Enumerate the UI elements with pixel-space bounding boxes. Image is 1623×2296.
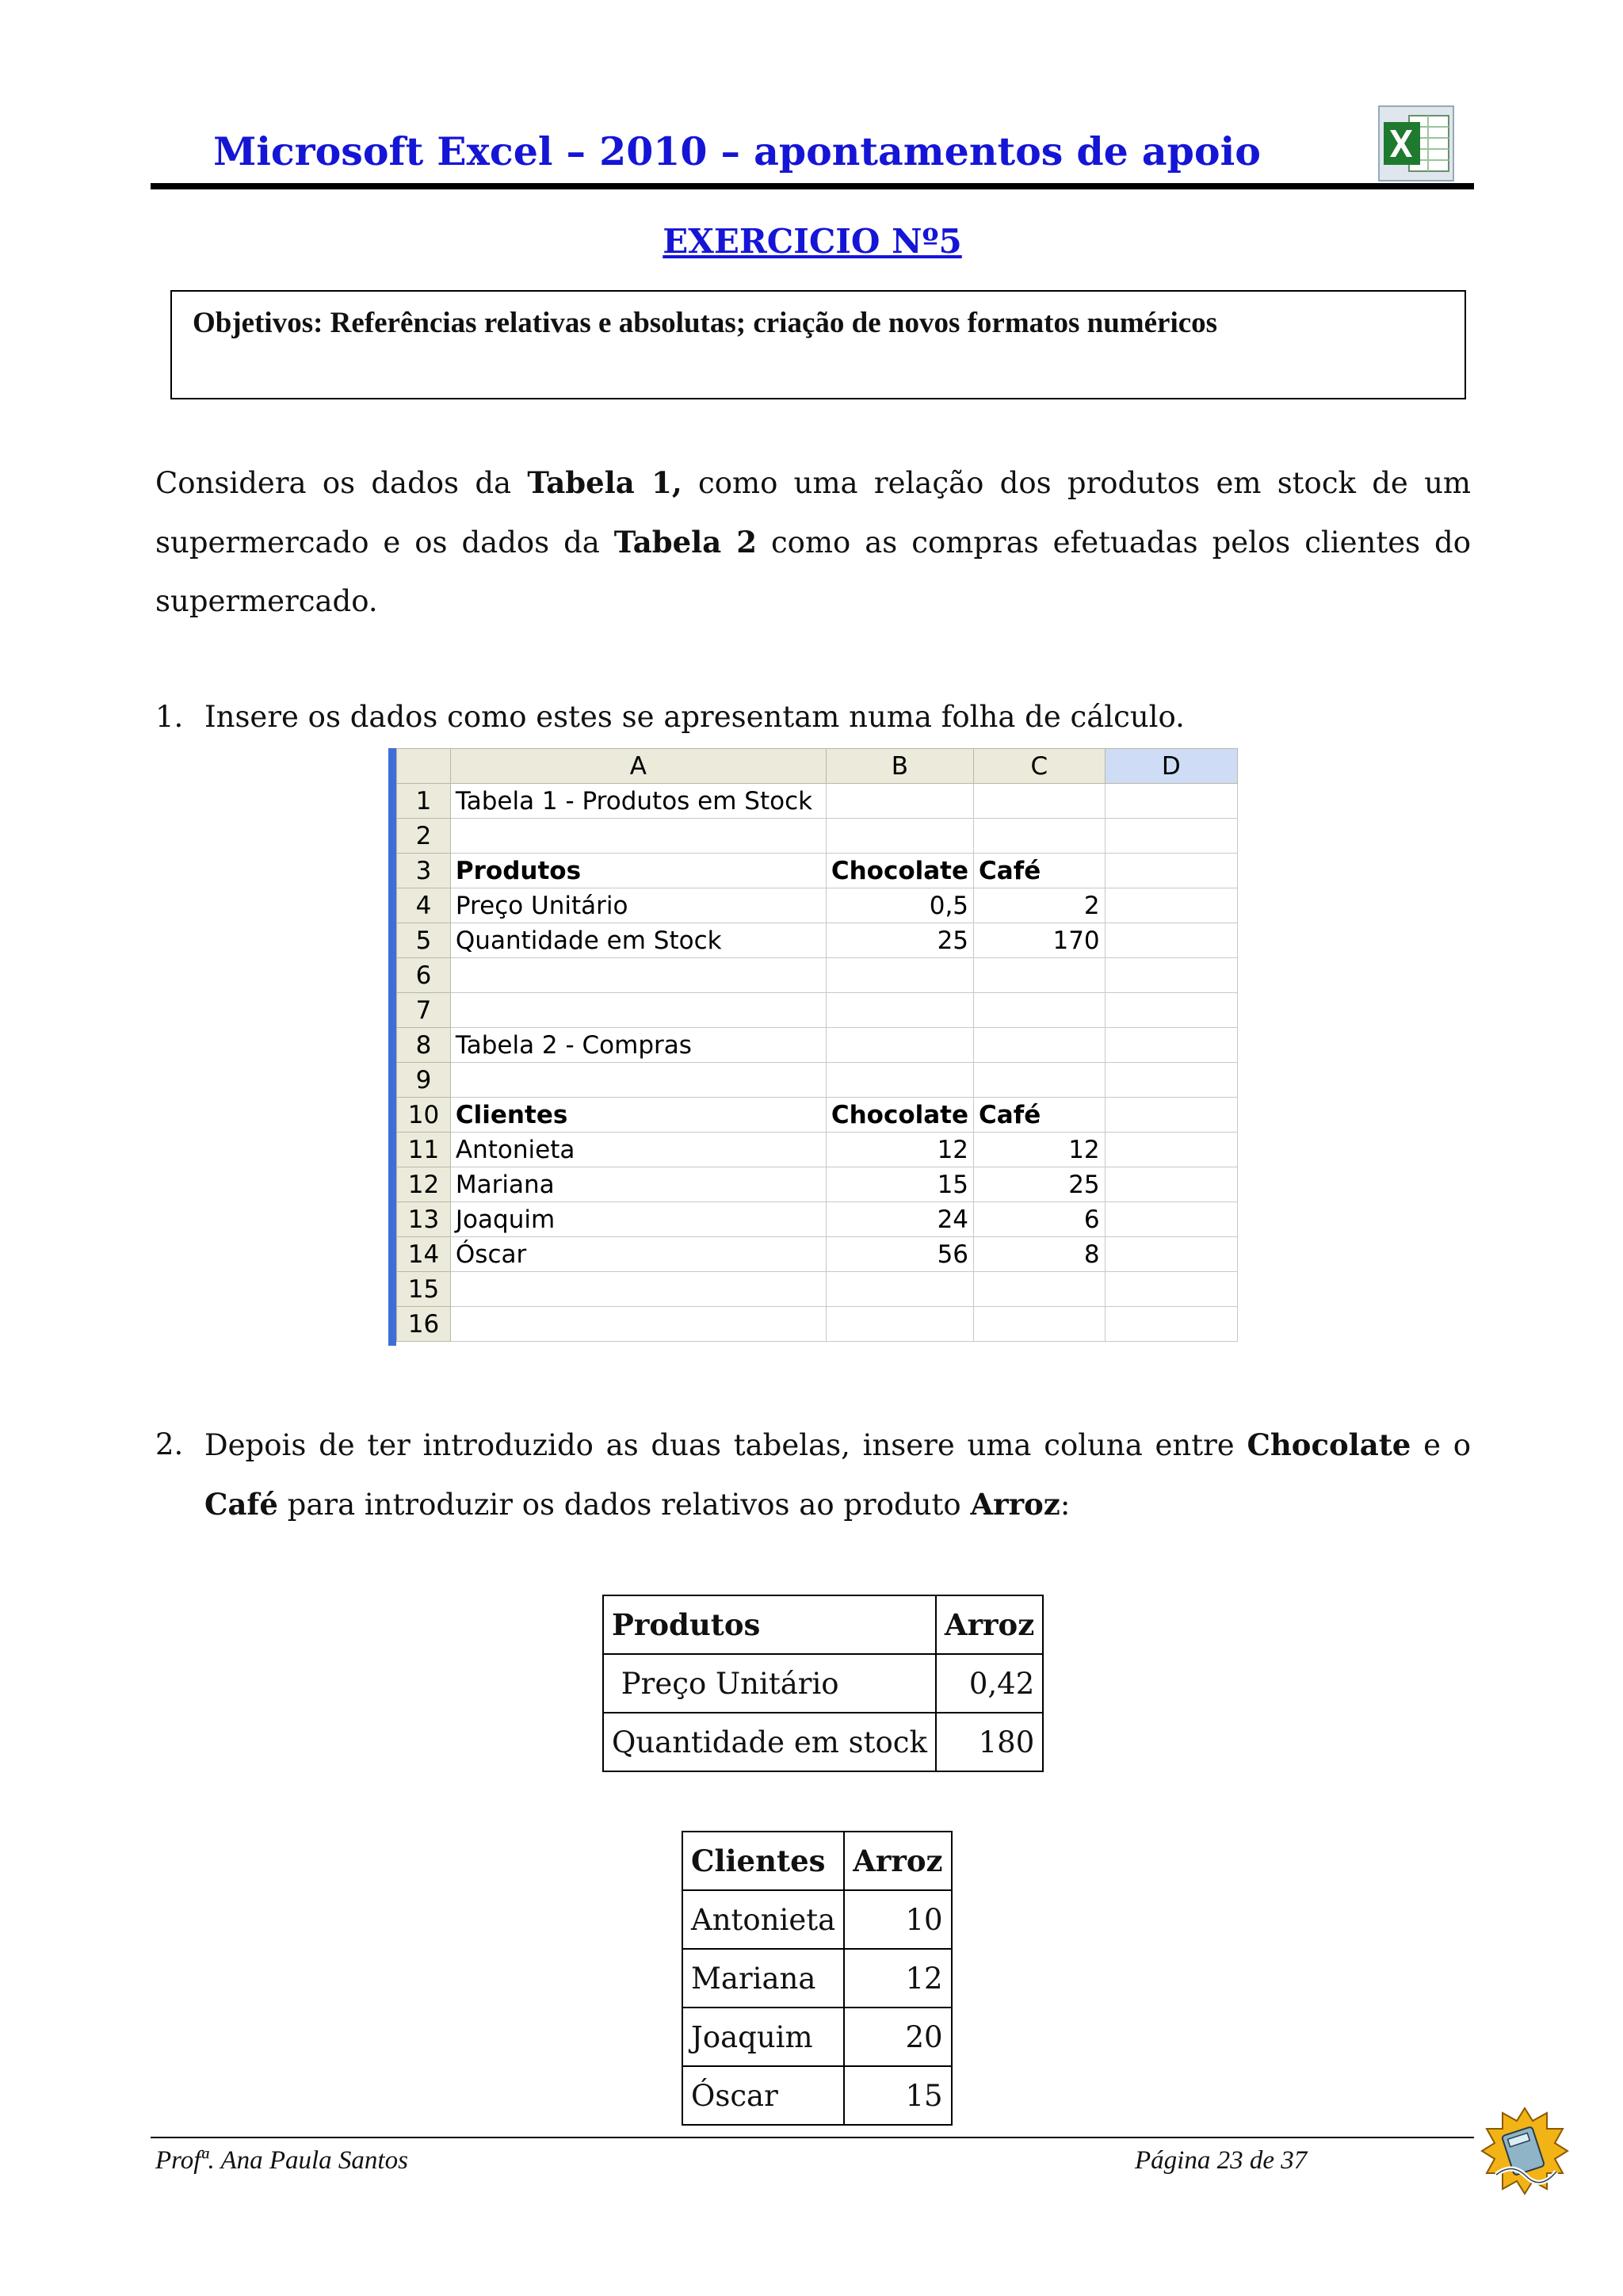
table-cell: 12 [844,1949,951,2008]
table-header-row [682,1832,952,1890]
table-cell: 15 [844,2066,951,2125]
sheet-cell-c: 6 [974,1202,1106,1237]
table-cell: Óscar [682,2066,844,2125]
sheet-row-header: 6 [397,958,451,993]
products-arroz-table [602,1595,1044,1772]
sheet-row-header: 2 [397,819,451,854]
table-header-cell: Produtos [603,1595,936,1654]
sheet-cell-d [1105,923,1237,958]
sheet-row [397,1237,1238,1272]
sheet-cell-a [450,993,826,1028]
sheet-cell-b [826,1028,973,1063]
sheet-row-header: 3 [397,854,451,888]
sheet-cell-b [826,958,973,993]
sheet-column-header: B [826,749,973,784]
excel-logo-icon [1377,105,1455,182]
sheet-cell-c [974,1307,1106,1342]
item-bold-arroz: Arroz [970,1487,1060,1522]
sheet-cell-c [974,1063,1106,1098]
sheet-row [397,1098,1238,1133]
objectives-box [170,290,1466,399]
sheet-cell-b [826,819,973,854]
table-header-cell: Arroz [936,1595,1043,1654]
sheet-column-header-row [397,749,1238,784]
item-bold-chocolate: Chocolate [1247,1427,1411,1462]
sheet-cell-b [826,784,973,819]
sheet-cell-c: Café [974,1098,1106,1133]
sheet-cell-a: Óscar [450,1237,826,1272]
item-text-part: e o [1411,1428,1472,1462]
sheet-row [397,854,1238,888]
instruction-item-1 [155,688,1471,747]
sheet-cell-d [1105,958,1237,993]
item-text-part: para introduzir os dados relativos ao produto [277,1488,971,1522]
sheet-cell-c: Café [974,854,1106,888]
table-header-cell: Clientes [682,1832,844,1890]
sheet-cell-a [450,1272,826,1307]
sheet-cell-c: 12 [974,1133,1106,1167]
sheet-cell-a: Preço Unitário [450,888,826,923]
sheet-column-header: D [1105,749,1237,784]
sheet-cell-c: 8 [974,1237,1106,1272]
sheet-cell-b: 25 [826,923,973,958]
sheet-row-header: 10 [397,1098,451,1133]
sheet-cell-d [1105,993,1237,1028]
document-title: Microsoft Excel – 2010 – apontamentos de apoio [213,128,1261,174]
sheet-cell-b [826,1272,973,1307]
item-bold-cafe: Café [204,1487,278,1522]
sheet-cell-b: 24 [826,1202,973,1237]
sheet-cell-b [826,993,973,1028]
table-header-row [603,1595,1043,1654]
table-cell: Preço Unitário [603,1654,936,1713]
sheet-selection-bar [388,748,396,1346]
table-cell: 0,42 [936,1654,1043,1713]
intro-bold-tabela2: Tabela 2 [613,525,758,560]
sheet-row-header: 16 [397,1307,451,1342]
footer-rule [151,2137,1474,2138]
sheet-row-header: 12 [397,1167,451,1202]
sheet-cell-a [450,958,826,993]
sheet-cell-b: 15 [826,1167,973,1202]
sheet-cell-c [974,1028,1106,1063]
sheet-row [397,888,1238,923]
sheet-row [397,1272,1238,1307]
sheet-cell-a: Tabela 1 - Produtos em Stock [450,784,826,819]
sheet-row-header: 7 [397,993,451,1028]
sheet-cell-d [1105,784,1237,819]
table-row [682,1890,952,1949]
sheet-row [397,993,1238,1028]
intro-text: como as compras efetuadas pelos clientes do supermercado. [155,525,1471,618]
sheet-row [397,819,1238,854]
sheet-cell-b: 56 [826,1237,973,1272]
sheet-row [397,1133,1238,1167]
sheet-row-header: 15 [397,1272,451,1307]
spreadsheet-screenshot [388,748,1238,1346]
item-number: 2. [155,1427,184,1461]
sheet-cell-c: 170 [974,923,1106,958]
sheet-row-header: 1 [397,784,451,819]
sheet-cell-d [1105,1167,1237,1202]
sheet-cell-c: 2 [974,888,1106,923]
sheet-cell-c [974,993,1106,1028]
sheet-cell-a [450,1307,826,1342]
sheet-cell-a [450,819,826,854]
item-number: 1. [155,700,184,734]
sheet-cell-d [1105,819,1237,854]
sheet-cell-b: Chocolate [826,1098,973,1133]
sheet-column-header: C [974,749,1106,784]
sheet-row-header: 5 [397,923,451,958]
table-cell: 10 [844,1890,951,1949]
header-rule [151,183,1474,189]
sheet-cell-c: 25 [974,1167,1106,1202]
sheet-cell-b: 12 [826,1133,973,1167]
sheet-row [397,1307,1238,1342]
item-text [204,1415,1471,1534]
sheet-cell-a: Mariana [450,1167,826,1202]
sheet-cell-b: 0,5 [826,888,973,923]
sheet-corner-cell [397,749,451,784]
item-text: Insere os dados como estes se apresentam numa folha de cálculo. [204,700,1185,734]
sheet-cell-a: Antonieta [450,1133,826,1167]
exercise-title: EXERCICIO Nº5 [663,222,962,261]
footer-author: Profª. Ana Paula Santos [155,2146,408,2175]
sheet-cell-d [1105,1202,1237,1237]
sheet-column-header: A [450,749,826,784]
table-cell: Joaquim [682,2008,844,2066]
table-cell: 180 [936,1713,1043,1771]
sheet-cell-d [1105,1133,1237,1167]
sheet-cell-a: Joaquim [450,1202,826,1237]
intro-text: como uma relação dos produtos em stock de um supermercado e os dados da [155,466,1471,560]
sheet-cell-d [1105,1063,1237,1098]
sheet-cell-d [1105,1098,1237,1133]
sheet-cell-b: Chocolate [826,854,973,888]
sheet-row [397,958,1238,993]
sheet-cell-c [974,819,1106,854]
table-cell: Quantidade em stock [603,1713,936,1771]
sheet-cell-d [1105,1028,1237,1063]
sheet-cell-a [450,1063,826,1098]
calculator-clipart-icon [1480,2107,1569,2195]
table-row [682,2008,952,2066]
sheet-cell-d [1105,1237,1237,1272]
sheet-cell-c [974,784,1106,819]
sheet-row [397,1202,1238,1237]
objectives-text: Objetivos: Referências relativas e absolutas; criação de novos formatos numéricos [193,307,1218,339]
sheet-cell-d [1105,1272,1237,1307]
sheet-cell-c [974,958,1106,993]
sheet-cell-a: Quantidade em Stock [450,923,826,958]
table-row [682,1949,952,2008]
item-text-part: Depois de ter introduzido as duas tabelas, insere uma coluna entre [204,1428,1247,1462]
sheet-row-header: 4 [397,888,451,923]
sheet-row [397,784,1238,819]
sheet-cell-b [826,1307,973,1342]
sheet-cell-a: Produtos [450,854,826,888]
sheet-cell-b [826,1063,973,1098]
table-cell: Antonieta [682,1890,844,1949]
sheet-row-header: 13 [397,1202,451,1237]
spreadsheet-grid [396,748,1238,1342]
item-text-part: : [1060,1488,1071,1522]
table-row [682,2066,952,2125]
sheet-cell-c [974,1272,1106,1307]
sheet-cell-d [1105,888,1237,923]
sheet-row-header: 9 [397,1063,451,1098]
table-row [603,1654,1043,1713]
sheet-cell-d [1105,1307,1237,1342]
intro-paragraph [155,453,1471,631]
intro-bold-tabela1: Tabela 1, [527,465,682,500]
sheet-cell-d [1105,854,1237,888]
sheet-row [397,923,1238,958]
intro-text: Considera os dados da [155,466,528,500]
sheet-cell-a: Clientes [450,1098,826,1133]
clients-arroz-table [682,1831,953,2126]
sheet-row-header: 11 [397,1133,451,1167]
sheet-row [397,1063,1238,1098]
sheet-row [397,1028,1238,1063]
sheet-row-header: 8 [397,1028,451,1063]
table-cell: 20 [844,2008,951,2066]
instruction-item-2 [155,1415,1471,1533]
table-row [603,1713,1043,1771]
sheet-row [397,1167,1238,1202]
sheet-row-header: 14 [397,1237,451,1272]
table-cell: Mariana [682,1949,844,2008]
footer-page-number: Página 23 de 37 [1135,2146,1308,2175]
table-header-cell: Arroz [844,1832,951,1890]
sheet-cell-a: Tabela 2 - Compras [450,1028,826,1063]
